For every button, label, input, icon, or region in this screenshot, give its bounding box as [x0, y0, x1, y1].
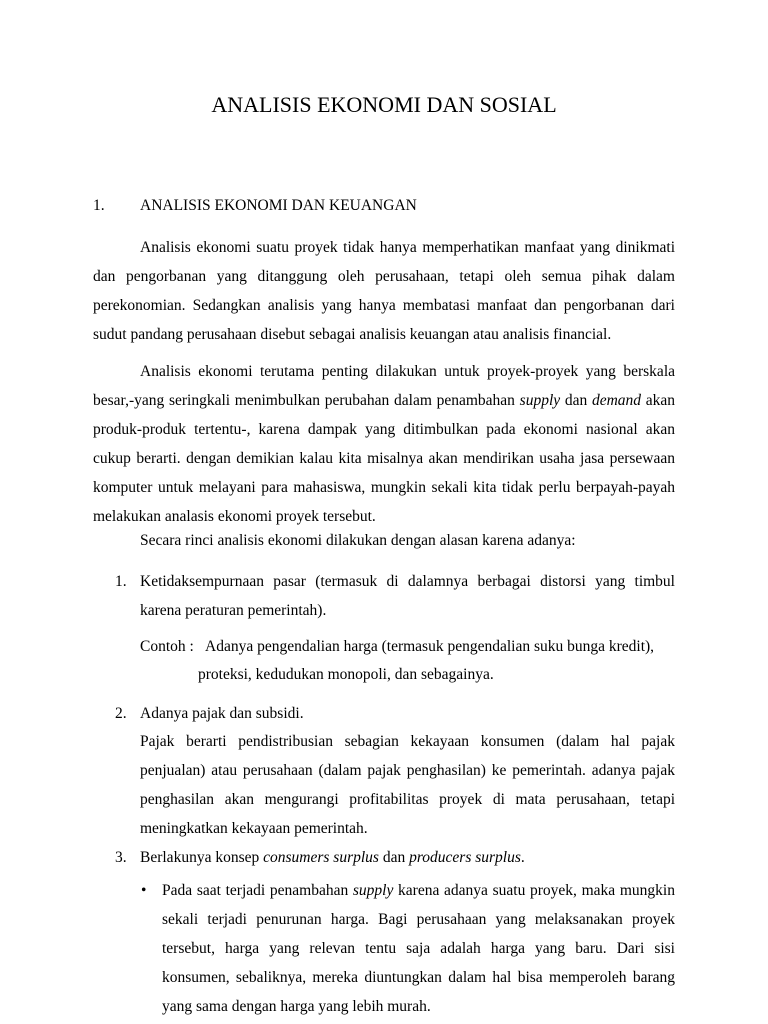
list-item-text: Adanya pajak dan subsidi.: [140, 705, 304, 722]
list-item-text: Ketidaksempurnaan pasar (termasuk di dalamnya berbagai distorsi yang timbul karena peraturan pemerintah).: [140, 573, 675, 619]
example-line: proteksi, kedudukan monopoli, dan sebagainya.: [198, 666, 494, 683]
list-number: 1.: [115, 573, 127, 590]
list-number: 2.: [115, 705, 127, 722]
list-item-detail: Pajak berarti pendistribusian sebagian kekayaan konsumen (dalam hal pajak penjualan) atau perusahaan (dalam pajak penghasilan) ke pemerintah. adanya pajak penghasilan akan mengurangi profitabilitas proyek di mata perusahaan, tetapi meningkatkan kekayaan pemerintah.: [140, 733, 675, 837]
paragraph-2: Analisis ekonomi terutama penting dilakukan untuk proyek-proyek yang berskala besar,-yang seringkali menimbulkan perubahan dalam penambahan supply dan demand akan produk-produk tertentu-, karena dampak yang ditimbulkan pada ekonomi nasional akan cukup berarti. dengan demikian kalau kita misalnya akan mendirikan usaha jasa persewaan komputer untuk melayani para mahasiswa, mungkin sekali kita tidak perlu berpayah-payah melakukan analasis ekonomi proyek tersebut.: [93, 363, 675, 525]
example-line: Adanya pengendalian harga (termasuk pengendalian suku bunga kredit),: [205, 638, 655, 655]
paragraph-3: Secara rinci analisis ekonomi dilakukan dengan alasan karena adanya:: [140, 532, 576, 549]
document-title: ANALISIS EKONOMI DAN SOSIAL: [211, 92, 557, 117]
example-label: Contoh :: [140, 638, 194, 655]
bullet-icon: •: [141, 882, 147, 899]
paragraph-1: Analisis ekonomi suatu proyek tidak hanya memperhatikan manfaat yang dinikmati dan pengorbanan yang ditanggung oleh perusahaan, tetapi oleh semua pihak dalam perekonomian. Sedangkan analisis yang hanya membatasi manfaat dan pengorbanan dari sudut pandang perusahaan disebut sebagai analisis keuangan atau analisis financial.: [93, 239, 675, 343]
section-number: 1.: [93, 197, 105, 214]
bullet-text: Pada saat terjadi penambahan supply karena adanya suatu proyek, maka mungkin sekali terjadi penurunan harga. Bagi perusahaan yang melaksanakan proyek tersebut, harga yang relevan tentu saja adalah harga yang baru. Dari sisi konsumen, sebaliknya, mereka diuntungkan dalam hal bisa memperoleh barang yang sama dengan harga yang lebih murah.: [162, 882, 675, 1015]
section-heading: ANALISIS EKONOMI DAN KEUANGAN: [140, 197, 417, 214]
list-item-text: Berlakunya konsep consumers surplus dan producers surplus.: [140, 849, 525, 866]
list-number: 3.: [115, 849, 127, 866]
